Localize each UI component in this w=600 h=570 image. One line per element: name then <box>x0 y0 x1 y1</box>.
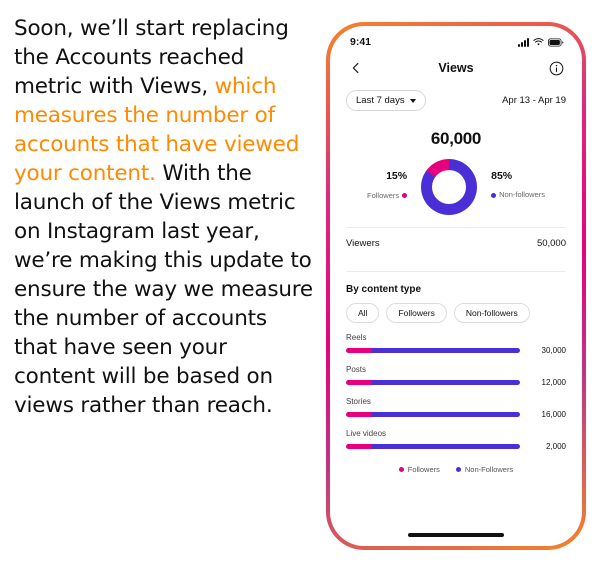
nonfollowers-color-dot <box>491 193 496 198</box>
followers-percent: 15% <box>386 170 408 183</box>
bar-segment-followers <box>346 412 372 417</box>
bar-track <box>346 348 520 353</box>
article-text-part-2: which measures the number of accounts that have viewed your content. <box>14 74 300 186</box>
legend-label-followers: Followers <box>407 465 440 474</box>
status-time: 9:41 <box>350 36 372 48</box>
bar-segment-followers <box>346 348 372 353</box>
content-type-title: By content type <box>346 284 422 295</box>
status-bar <box>330 26 582 50</box>
date-range-selector-label: Last 7 days <box>356 95 405 106</box>
date-range-selector[interactable] <box>346 90 426 111</box>
non-followers-legend-dot <box>456 467 461 472</box>
bar-track <box>346 380 520 385</box>
viewers-row[interactable] <box>330 228 582 259</box>
bar-item <box>346 365 566 387</box>
bar-segment-non-followers <box>372 348 520 353</box>
bar-row <box>346 410 566 419</box>
followers-color-dot <box>402 193 407 198</box>
tab-followers[interactable]: Followers <box>386 303 446 323</box>
wifi-icon <box>533 38 544 47</box>
bar-value: 16,000 <box>541 410 566 419</box>
legend-label-non-followers: Non-Followers <box>464 465 514 474</box>
bar-item <box>346 429 566 451</box>
donut-legend-followers <box>367 170 407 203</box>
followers-legend-text: Followers <box>367 190 400 200</box>
filter-row <box>330 88 582 121</box>
bar-segment-followers <box>346 380 372 385</box>
views-summary <box>330 121 582 215</box>
bar-segment-non-followers <box>372 412 520 417</box>
bar-label: Live videos <box>346 429 387 438</box>
phone-frame <box>326 22 586 550</box>
article-text-part-3: With the launch of the Views metric on Instagram last year, we’re making this update to ensure the way we measure the number of accounts that have seen your content will be based on views rather than reach. <box>14 161 313 418</box>
battery-icon <box>548 38 564 47</box>
chevron-left-icon[interactable] <box>346 58 366 78</box>
bar-segment-non-followers <box>372 380 520 385</box>
views-donut-chart <box>421 159 477 215</box>
bar-segment-followers <box>346 444 372 449</box>
article-paragraph <box>14 14 314 420</box>
status-indicators <box>518 38 564 47</box>
bar-row <box>346 378 566 387</box>
tab-all[interactable]: All <box>346 303 379 323</box>
bar-segment-non-followers <box>372 444 520 449</box>
bar-label: Posts <box>346 365 367 374</box>
donut-legend-nonfollowers <box>491 170 545 203</box>
date-range-text: Apr 13 - Apr 19 <box>502 95 566 106</box>
total-views-value: 60,000 <box>430 129 482 148</box>
bar-label: Reels <box>346 333 367 342</box>
bar-row <box>346 346 566 355</box>
bar-track <box>346 444 520 449</box>
article-text-part-1: Soon, we’ll start replacing the Accounts reached metric with Views, <box>14 16 289 99</box>
content-type-bar-chart <box>330 333 582 474</box>
tab-non-followers[interactable]: Non-followers <box>454 303 530 323</box>
content-type-tabs <box>330 303 582 333</box>
bar-track <box>346 412 520 417</box>
nonfollowers-legend-label <box>491 190 545 199</box>
info-circle-icon[interactable] <box>546 58 566 78</box>
phone-mockup <box>326 22 586 550</box>
bar-label: Stories <box>346 397 371 406</box>
bar-value: 12,000 <box>541 378 566 387</box>
viewers-label: Viewers <box>346 238 380 249</box>
bar-item <box>346 397 566 419</box>
home-indicator <box>408 533 504 537</box>
page-title: Views <box>438 61 474 75</box>
legend-item-non-followers <box>456 465 513 474</box>
followers-legend-label <box>367 191 407 200</box>
legend-item-followers <box>399 465 440 474</box>
chevron-down-icon <box>410 99 416 103</box>
bar-value: 2,000 <box>545 442 566 451</box>
nonfollowers-legend-text: Non-followers <box>499 190 545 200</box>
donut-chart-row <box>346 159 566 215</box>
nonfollowers-percent: 85% <box>491 170 513 183</box>
bar-item <box>346 333 566 355</box>
bar-value: 30,000 <box>541 346 566 355</box>
bar-row <box>346 442 566 451</box>
cellular-signal-icon <box>518 38 529 47</box>
viewers-value: 50,000 <box>536 238 566 249</box>
phone-screen <box>330 26 582 546</box>
bar-chart-legend <box>346 461 566 474</box>
nav-bar <box>330 50 582 88</box>
followers-legend-dot <box>399 467 404 472</box>
